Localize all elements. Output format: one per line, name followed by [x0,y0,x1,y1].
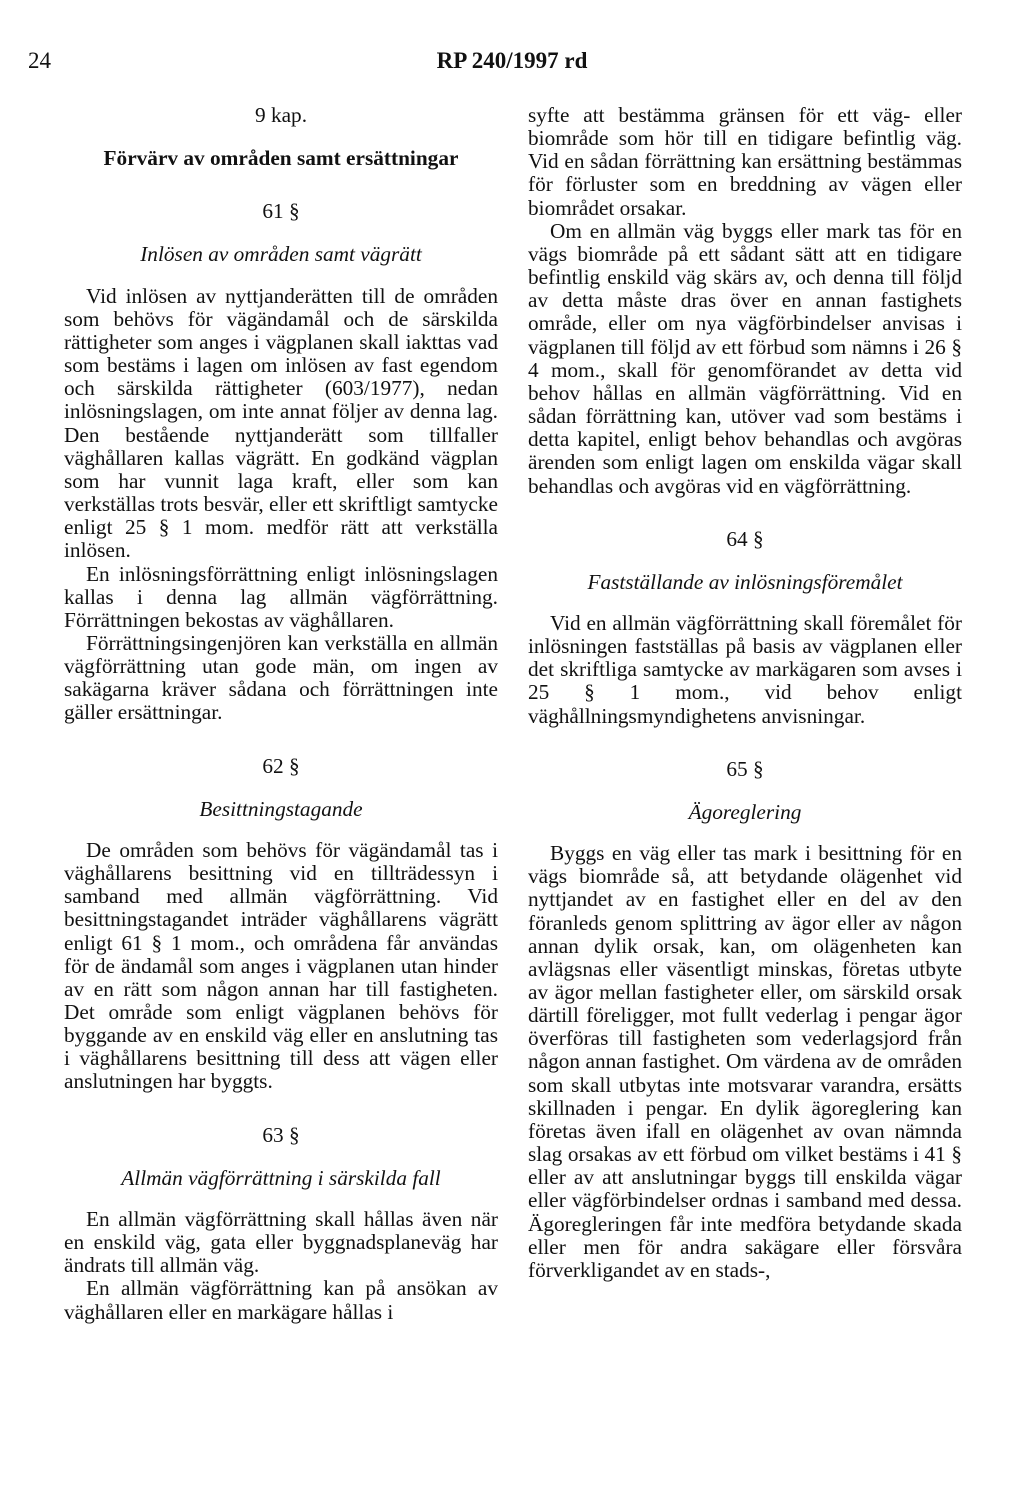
section-61-number: 61 § [262,199,300,224]
section-63-number: 63 § [262,1122,300,1147]
section-64-paragraph-1: Vid en allmän vägförrättning skall föremålet för inlösningen fastställas på basis av vägplanen eller det skriftliga samtycke av markägaren som avses i 25 § 1 mom., vid behov enligt väghållningsmyndighetens anvisningar. [528,610,962,728]
section-62-number: 62 § [262,753,300,778]
document-reference: RP 240/1997 rd [436,48,588,73]
section-63-title: Allmän vägförrättning i särskilda fall [121,1165,441,1190]
section-65-title: Ägoreglering [688,799,802,824]
left-column [64,104,498,1324]
section-61-paragraph-2: En inlösningsförrättning enligt inlösningslagen kallas i denna lag allmän vägförrättning. Förrättningen bekostas av väghållaren. [64,561,498,632]
section-63-paragraph-2: En allmän vägförrättning kan på ansökan av väghållaren eller en markägare hållas i [64,1276,498,1324]
section-64-number: 64 § [726,526,764,551]
chapter-heading: 9 kap. [254,103,308,127]
section-62-title: Besittningstagande [199,796,363,821]
section-61-paragraph-3: Förrättningsingenjören kan verkställa en allmän vägförrättning utan gode män, om ingen av sakägarna kräver sådana och förrättningen inte gäller ersättningar. [64,630,498,725]
section-61-title: Inlösen av områden samt vägrätt [140,242,422,267]
section-63-paragraph-1: En allmän vägförrättning skall hållas även när en enskild väg, gata eller byggnadsplaneväg har ändrats till allmän väg. [64,1206,498,1278]
section-63-paragraph-3: Om en allmän väg byggs eller mark tas för en vägs biområde på ett sådant sätt att en tidigare befintlig enskild väg skärs av, och denna till följd av detta måste dras över en annan fastighets område, eller om nya vägförbindelser anvisas i vägplanen till följd av ett förbud som nämns i 26 § 4 mom., skall för genomförandet av detta vid behov hållas en allmän vägförrättning. Vid en sådan förrättning kan, utöver vad som bestäms i detta kapitel, enligt behov behandlas och avgöras ärenden som enligt lagen om enskilda vägar skall behandlas och avgöras vid en vägförrättning. [528,218,962,498]
section-65-number: 65 § [726,756,764,781]
section-64-title: Fastställande av inlösningsföremålet [587,569,903,594]
section-61-paragraph-1: Vid inlösen av nyttjanderätten till de områden som behövs för vägändamål och de särskilda rättigheter som anges i vägplanen skall iakttas vad som bestäms i lagen om inlösen av fast egendom och särskilda rättigheter (603/1977), nedan inlösningslagen, om inte annat följer av denna lag. Den bestående nyttjanderätt som tillfaller väghållaren kallas vägrätt. En godkänd vägplan som har vunnit laga kraft, eller som kan verkställas trots besvär, eller ett skriftligt samtycke enligt 25 § 1 mom. medför rätt att verkställa inlösen. [64,283,498,563]
section-65-paragraph-1: Byggs en väg eller tas mark i besittning för en vägs biområde så, att betydande olägenhet vid nyttjandet av en fastighet eller en del av den föranleds genom splittring av ägor eller av någon annan dylik orsak, kan, om olägenheten kan avlägsnas eller väsentligt minskas, företas utbyte av ägor mellan fastigheter eller, om särskild orsak därtill föreligger, mot fullt vederlag i pengar ägor överföras till fastigheten som vederlagsjord från någon annan fastighet. Om värdena av de områden som skall utbytas inte motsvarar varandra, ersätts skillnaden i pengar. En dylik ägoreglering kan företas även ifall en olägenhet av ovan nämnda slag orsakas av ett förbud om vilket bestäms i 41 § eller av att anslutningar byggs till enskilda vägar eller vägförbindelser ordnas i samband med dessa. Ägoregleringen får inte medföra betydande skada eller men för andra sakägare eller försvåra förverkligandet av en stads-, [528,841,962,1282]
section-63-paragraph-2-continued: syfte att bestämma gränsen för ett väg- eller biområde som hör till en tidigare befintlig väg. Vid en sådan förrättning kan ersättning bestämmas för förluster som en breddning av vägen eller biområdet orsakar. [528,103,962,220]
chapter-title: Förvärv av områden samt ersättningar [103,146,459,171]
section-62-paragraph-1: De områden som behövs för vägändamål tas i väghållarens besittning vid en tillträdessyn i samband med allmän vägförrättning. Vid besittningstagandet inträder väghållarens vägrätt enligt 61 § 1 mom., och områdena får användas för de ändamål som anges i vägplanen utan hinder av en rätt som någon annan har till fastigheten. Det område som enligt vägplanen behövs för byggande av en enskild väg eller en anslutning tas i väghållarens besittning till dess att vägen eller anslutningen har byggts. [64,837,498,1094]
page-number: 24 [28,48,51,73]
right-column [528,104,962,1282]
